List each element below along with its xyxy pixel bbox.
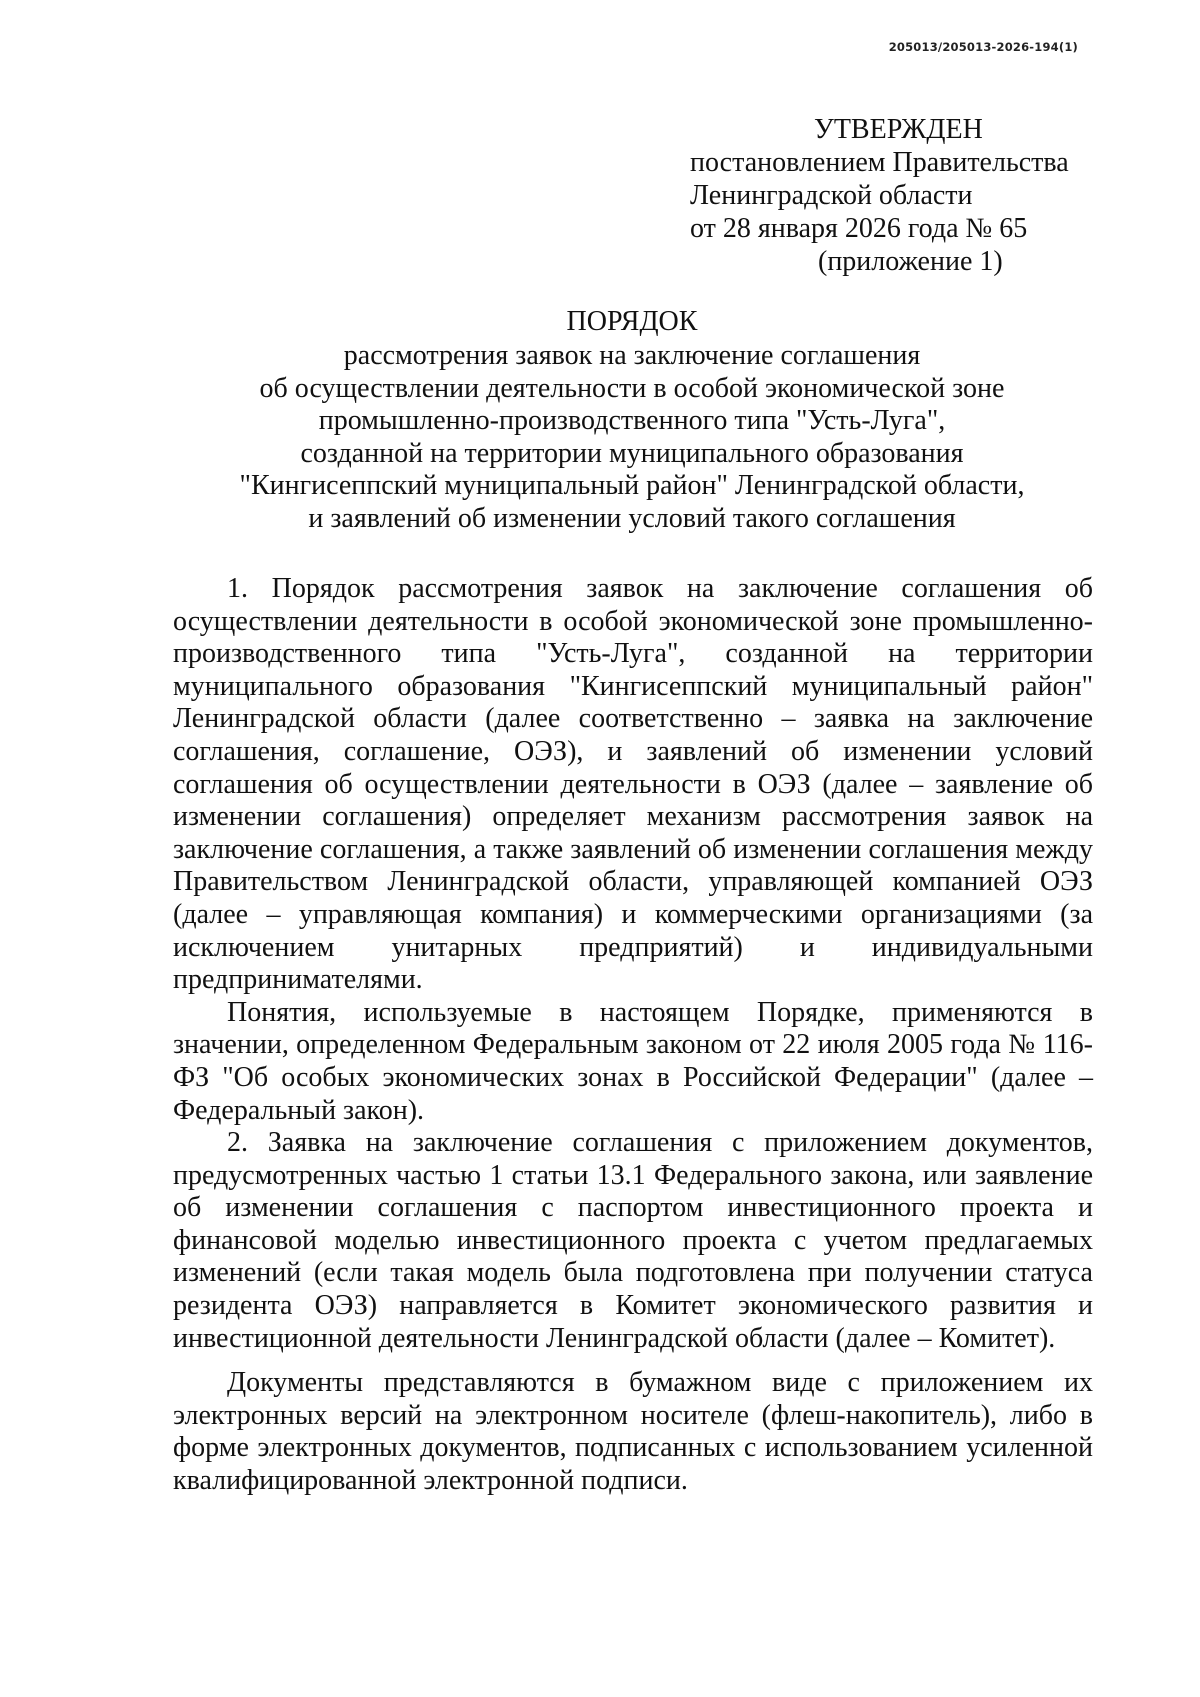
document-title: ПОРЯДОК <box>566 306 698 337</box>
document-registration-number: 205013/205013-2026-194(1) <box>888 40 1078 54</box>
paragraph-2: 2. Заявка на заключение соглашения с приложением документов, предусмотренных частью 1 статьи 13.1 Федерального закона, или заявление об изменении соглашения с паспортом инвестиционного проекта и финансовой моделью инвестиционного проекта с учетом предлагаемых изменений (если такая модель была подготовлена при получении статуса резидента ОЭЗ) направляется в Комитет экономического развития и инвестиционной деятельности Ленинградской области (далее – Комитет). <box>173 1127 1093 1354</box>
paragraph-documents-format: Документы представляются в бумажном виде с приложением их электронных версий на электронном носителе (флеш-накопитель), либо в форме электронных документов, подписанных с использованием усиленной квалифицированной электронной подписи. <box>173 1367 1093 1497</box>
appendix-label: (приложение 1) <box>818 246 1003 277</box>
approval-line-3: от 28 января 2026 года № 65 <box>690 213 1028 244</box>
document-subtitle-line: и заявлений об изменении условий такого соглашения <box>308 502 956 534</box>
approval-line-1: постановлением Правительства <box>690 147 1069 178</box>
approval-line-2: Ленинградской области <box>690 180 973 211</box>
paragraph-1: 1. Порядок рассмотрения заявок на заключение соглашения об осуществлении деятельности в особой экономической зоне промышленно-производственного типа "Усть-Луга", созданной на территории муниципального образования "Кингисеппский муниципальный район" Ленинградской области (далее соответственно – заявка на заключение соглашения, соглашение, ОЭЗ), и заявлений об изменении условий соглашения об осуществлении деятельности в ОЭЗ (далее – заявление об изменении соглашения) определяет механизм рассмотрения заявок на заключение соглашения, а также заявлений об изменении соглашения между Правительством Ленинградской области, управляющей компанией ОЭЗ (далее – управляющая компания) и коммерческими организациями (за исключением унитарных предприятий) и индивидуальными предпринимателями. <box>173 573 1093 996</box>
document-subtitle-line: созданной на территории муниципального образования <box>300 437 964 469</box>
document-subtitle-line: промышленно-производственного типа "Усть-Луга", <box>318 405 946 436</box>
document-title-block <box>172 305 1092 535</box>
document-subtitle-line: об осуществлении деятельности в особой экономической зоне <box>259 372 1005 404</box>
approved-label: УТВЕРЖДЕН <box>814 114 983 145</box>
document-body <box>173 573 1093 1498</box>
document-subtitle-line: рассмотрения заявок на заключение соглашения <box>343 340 921 371</box>
document-subtitle-line: "Кингисеппский муниципальный район" Ленинградской области, <box>239 470 1025 501</box>
paragraph-definitions: Понятия, используемые в настоящем Порядке, применяются в значении, определенном Федеральным законом от 22 июля 2005 года № 116-ФЗ "Об особых экономических зонах в Российской Федерации" (далее – Федеральный закон). <box>173 996 1093 1126</box>
approval-stamp-block <box>690 113 1069 278</box>
